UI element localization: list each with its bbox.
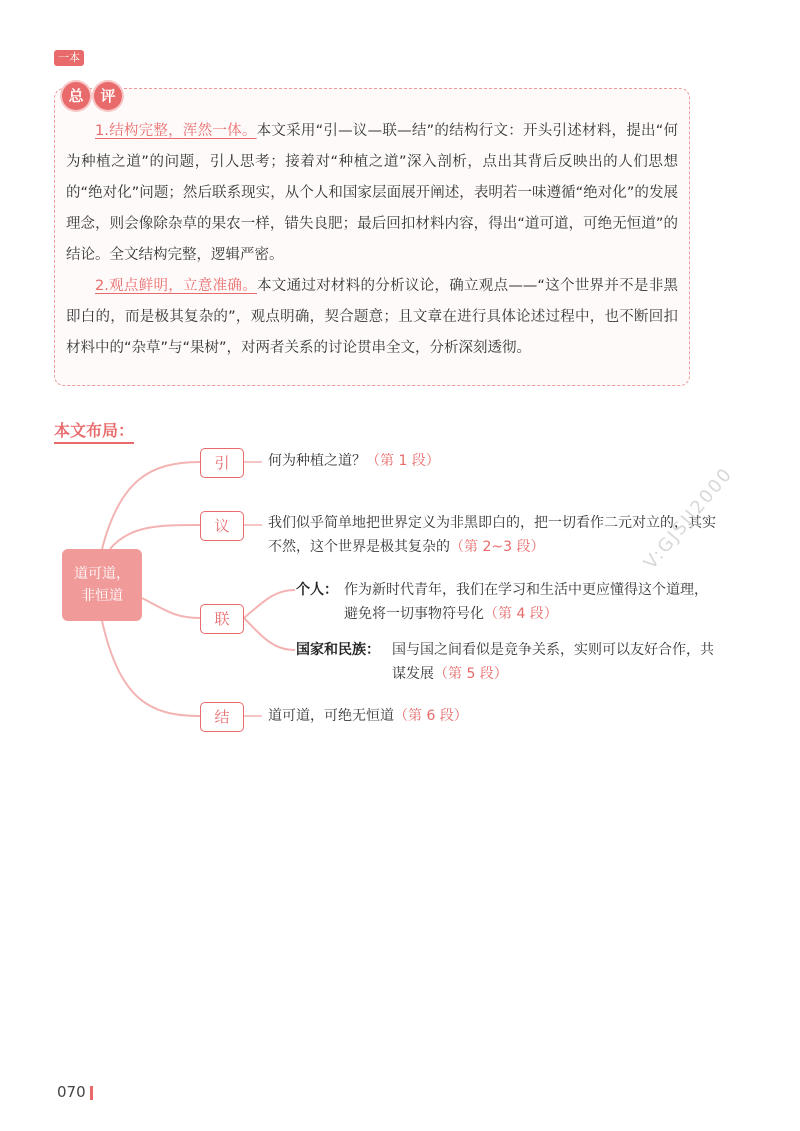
page-number-bar	[90, 1086, 93, 1100]
watermark: V:GJSJJ2000	[640, 463, 738, 574]
leaf-nation-text: 国与国之间看似是竞争关系，实则可以友好合作，共谋发展	[392, 642, 714, 682]
review-badge-char-1: 总	[62, 82, 90, 110]
layout-title: 本文布局：	[54, 418, 134, 444]
leaf-jie	[268, 704, 688, 728]
leaf-personal	[344, 578, 720, 626]
corner-tag: 一本	[54, 50, 84, 66]
node-lian: 联	[200, 604, 244, 634]
label-nation: 国家和民族：	[296, 642, 380, 658]
label-personal: 个人：	[296, 582, 338, 598]
point1-title: 1.结构完整，浑然一体。	[95, 123, 257, 139]
branch-yin	[102, 462, 200, 549]
node-yi: 议	[200, 511, 244, 541]
branch-jie	[102, 621, 200, 716]
branch-lian-personal	[244, 590, 295, 618]
leaf-personal-text: 作为新时代青年，我们在学习和生活中更应懂得这个道理，避免将一切事物符号化	[344, 582, 708, 622]
mindmap-center	[62, 549, 142, 621]
branch-yi	[110, 525, 200, 549]
branch-lian	[142, 598, 200, 618]
branch-lian-nation	[244, 618, 295, 650]
leaf-yin-para: （第 1 段）	[366, 453, 440, 469]
center-line-2: 非恒道	[81, 588, 123, 604]
leaf-nation-para: （第 5 段）	[434, 666, 508, 682]
point2-title: 2.观点鲜明，立意准确。	[95, 278, 257, 294]
leaf-yi-text: 我们似乎简单地把世界定义为非黑即白的，把一切看作二元对立的，其实不然，这个世界是极其复杂的	[268, 515, 716, 555]
point2-text: 本文通过对材料的分析议论，确立观点——“这个世界并不是非黑即白的，而是极其复杂的”，观点明确，契合题意；且文章在进行具体论述过程中，也不断回扣材料中的“杂草”与“果树”，对两者关系的讨论贯串全文，分析深刻透彻。	[66, 278, 678, 356]
node-jie: 结	[200, 702, 244, 732]
leaf-nation	[392, 638, 720, 686]
leaf-jie-para: （第 6 段）	[394, 708, 468, 724]
center-line-1: 道可道，	[74, 566, 130, 582]
page-number: 070	[57, 1083, 86, 1101]
leaf-yin-text: 何为种植之道？	[268, 453, 366, 469]
node-yin: 引	[200, 448, 244, 478]
leaf-personal-para: （第 4 段）	[484, 606, 558, 622]
leaf-jie-text: 道可道，可绝无恒道	[268, 708, 394, 724]
leaf-yi-para: （第 2~3 段）	[450, 539, 545, 555]
leaf-yin	[268, 449, 688, 473]
review-badge-char-2: 评	[94, 82, 122, 110]
point1-text: 本文采用“引—议—联—结”的结构行文：开头引述材料，提出“何为种植之道”的问题，引人思考；接着对“种植之道”深入剖析，点出其背后反映出的人们思想的“绝对化”问题；然后联系现实，从个人和国家层面展开阐述，表明若一味遵循“绝对化”的发展理念，则会像除杂草的果农一样，错失良肥；最后回扣材料内容，得出“道可道，可绝无恒道”的结论。全文结构完整，逻辑严密。	[66, 123, 678, 263]
